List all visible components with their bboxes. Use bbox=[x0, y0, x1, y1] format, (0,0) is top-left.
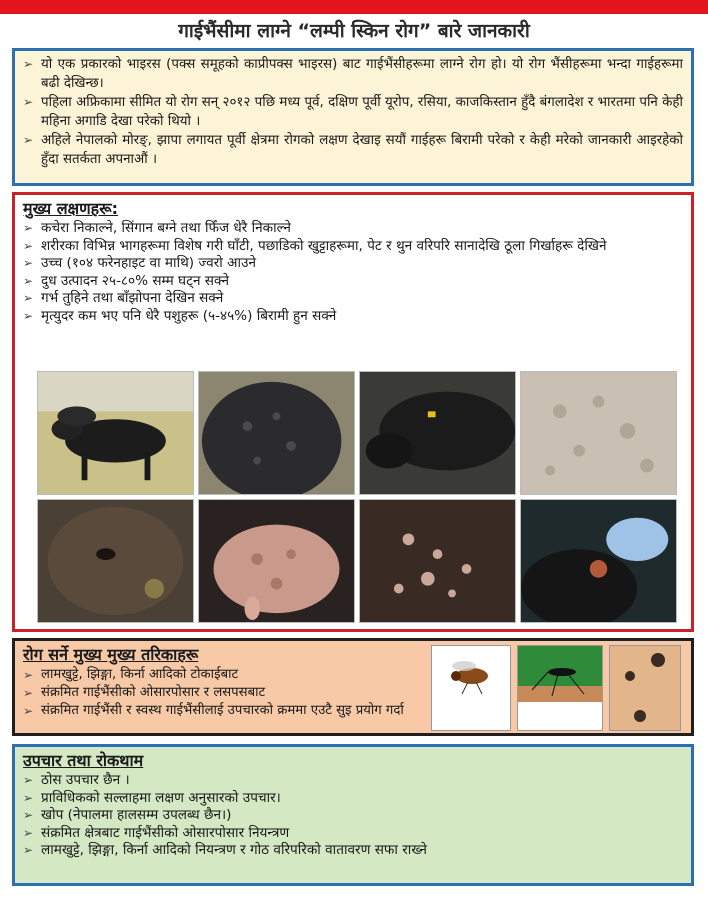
photo-cattle-eye-lesion bbox=[37, 499, 194, 623]
transmission-item: ➢ संक्रमित गाईभैंसीको ओसारपोसार र लसपसबाट bbox=[23, 685, 266, 700]
bullet-arrow-icon: ➢ bbox=[23, 308, 34, 323]
bullet-arrow-icon: ➢ bbox=[23, 808, 34, 822]
photo-black-cattle-field bbox=[37, 371, 194, 495]
treatment-item: ➢ खोप (नेपालमा हालसम्म उपलब्ध छैन।) bbox=[23, 807, 232, 823]
symptoms-heading: मुख्य लक्षणहरू: bbox=[23, 199, 118, 218]
treatment-item: ➢ लामखुट्टे, झिङ्गा, किर्ना आदिको नियन्त्रण र गोठ वरिपरिको वातावरण सफा राख्ने bbox=[23, 842, 427, 858]
treatment-heading: उपचार तथा रोकथाम bbox=[23, 751, 144, 770]
bullet-arrow-icon: ➢ bbox=[23, 825, 34, 840]
mosquito-image bbox=[517, 645, 603, 731]
bullet-arrow-icon: ➢ bbox=[23, 686, 34, 700]
symptoms-box bbox=[12, 192, 694, 632]
photo-cattle-head bbox=[359, 371, 516, 495]
intro-item: ➢ अहिले नेपालको मोरङ्, झापा लगायत पूर्वी क्षेत्रमा रोगको लक्षण देखाइ सयौं गाईहरू बिरामी परेको र केही मरेको जानकारी आइरहेको हुँदा सतर्कता अपनाऔं । bbox=[23, 133, 683, 167]
symptom-item: ➢ मृत्युदर कम भए पनि धेरै पशुहरू (५-४५%) बिरामी हुन सक्ने bbox=[23, 307, 337, 324]
bullet-arrow-icon: ➢ bbox=[23, 256, 34, 270]
bullet-arrow-icon: ➢ bbox=[23, 95, 34, 109]
transmission-item: ➢ संक्रमित गाईभैंसी र स्वस्थ गाईभैंसीलाई उपचारको क्रममा एउटै सुइ प्रयोग गर्दा bbox=[23, 703, 404, 718]
transmission-heading: रोग सर्ने मुख्य मुख्य तरिकाहरू bbox=[23, 645, 199, 664]
treatment-item: ➢ ठोस उपचार छैन । bbox=[23, 772, 130, 788]
photo-cattle-skin-lumps bbox=[198, 371, 355, 495]
photo-gloved-hand-examination bbox=[520, 499, 677, 623]
symptom-photo-grid bbox=[37, 371, 677, 623]
bullet-arrow-icon: ➢ bbox=[23, 773, 34, 787]
treatment-item: ➢ संक्रमित क्षेत्रबाट गाईभैंसीको ओसारपोसार नियन्त्रण bbox=[23, 824, 290, 841]
symptom-item: ➢ गर्भ तुहिने तथा बाँझोपना देखिन सक्ने bbox=[23, 290, 224, 306]
intro-box bbox=[12, 48, 694, 186]
bullet-arrow-icon: ➢ bbox=[23, 668, 34, 682]
bullet-arrow-icon: ➢ bbox=[23, 133, 34, 147]
bullet-arrow-icon: ➢ bbox=[23, 273, 34, 288]
top-red-bar bbox=[0, 0, 708, 14]
photo-skin-nodules-light bbox=[520, 371, 677, 495]
bullet-arrow-icon: ➢ bbox=[23, 790, 34, 805]
symptom-item: ➢ कचेरा निकाल्ने, सिंगान बग्ने तथा फिँज धेरै निकाल्ने bbox=[23, 220, 291, 236]
symptom-item: ➢ उच्च (१०४ फरेनहाइट वा माथि) ज्वरो आउने bbox=[23, 255, 257, 271]
intro-item: ➢ पहिला अफ्रिकामा सीमित यो रोग सन् २०१२ पछि मध्य पूर्व, दक्षिण पूर्वी यूरोप, रसिया, काजकिस्तान हुँदै बंगलादेश र भारतमा पनि केही महिना अगाडि देखा परेको थियो । bbox=[23, 95, 683, 129]
intro-item: ➢ यो एक प्रकारको भाइरस (पक्स समूहको काप्रीपक्स भाइरस) बाट गाईभैंसीहरूमा लाग्ने रोग हो। यो रोग भैंसीहरूमा भन्दा गाईहरूमा बढी देखिन्छ। bbox=[23, 57, 683, 91]
bullet-arrow-icon: ➢ bbox=[23, 843, 34, 857]
treatment-box bbox=[12, 744, 694, 886]
bullet-arrow-icon: ➢ bbox=[23, 238, 34, 253]
transmission-box bbox=[12, 638, 694, 736]
bullet-arrow-icon: ➢ bbox=[23, 704, 34, 718]
bullet-arrow-icon: ➢ bbox=[23, 221, 34, 235]
symptom-item: ➢ दुध उत्पादन २५-८०% सम्म घट्न सक्ने bbox=[23, 272, 229, 289]
tick-image bbox=[609, 645, 681, 731]
photo-skin-scabs-closeup bbox=[359, 499, 516, 623]
symptom-item: ➢ शरीरका विभिन्न भागहरूमा विशेष गरी घाँटी, पछाडिको खुट्टाहरूमा, पेट र थुन वरिपरि सानादेखि ठूला गिर्खाहरू देखिने bbox=[23, 237, 607, 254]
bullet-arrow-icon: ➢ bbox=[23, 291, 34, 305]
photo-udder-lesions bbox=[198, 499, 355, 623]
page-title: गाईभैंसीमा लाग्ने “लम्पी स्किन रोग” बारे जानकारी bbox=[178, 20, 530, 42]
bullet-arrow-icon: ➢ bbox=[23, 57, 34, 71]
vector-images bbox=[431, 645, 681, 731]
transmission-item: ➢ लामखुट्टे, झिङ्गा, किर्ना आदिको टोकाईबाट bbox=[23, 667, 239, 682]
fly-image bbox=[431, 645, 511, 731]
treatment-item: ➢ प्राविधिकको सल्लाहमा लक्षण अनुसारको उपचार। bbox=[23, 789, 281, 806]
